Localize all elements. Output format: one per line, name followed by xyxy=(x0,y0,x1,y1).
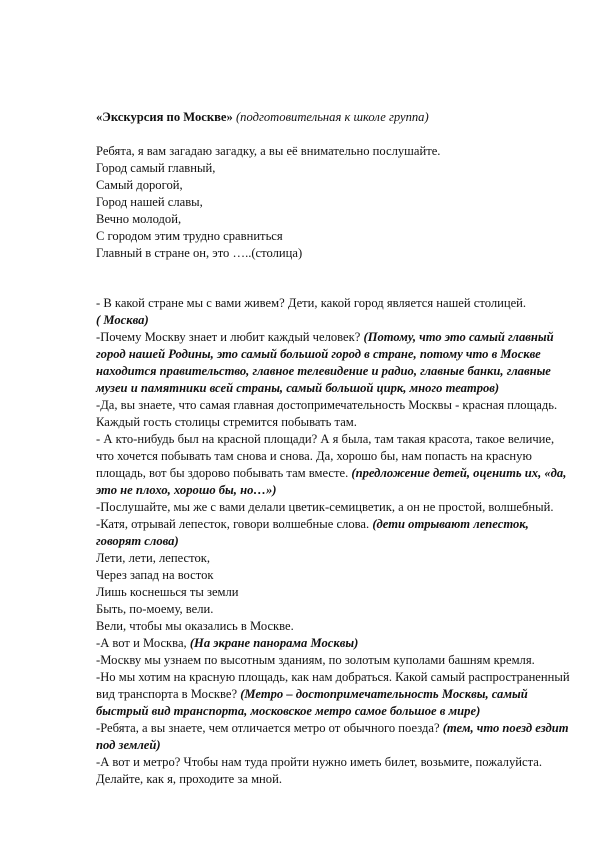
text-line: -А вот и метро? Чтобы нам туда пройти нужно иметь билет, возьмите, пожалуйста. xyxy=(96,755,542,769)
text-line: -Москву мы узнаем по высотным зданиям, по золотым куполами башням кремля. xyxy=(96,653,535,667)
poem-line: Вели, чтобы мы оказались в Москве. xyxy=(96,619,294,633)
riddle-line: Главный в стране он, это …..(столица) xyxy=(96,246,303,260)
text-line: что хочется побывать там снова и снова. Да, хорошо бы, нам попасть на красную xyxy=(96,449,532,463)
text-line: Каждый гость столицы стремится побывать там. xyxy=(96,415,357,429)
answer-line: под землей) xyxy=(96,738,161,752)
riddle-line: Город самый главный, xyxy=(96,161,216,175)
riddle-line: Самый дорогой, xyxy=(96,178,183,192)
question-why-moscow: -Почему Москву знает и любит каждый человек? (Потому, что это самый главный xyxy=(96,330,554,344)
riddle-line: Город нашей славы, xyxy=(96,195,203,209)
text-line: Делайте, как я, проходите за мной. xyxy=(96,772,282,786)
title-group: (подготовительная к школе группа) xyxy=(235,110,429,124)
answer-line: это не плохо, хорошо бы, но…») xyxy=(96,483,277,497)
riddle-line: С городом этим трудно сравниться xyxy=(96,229,283,243)
text-line: -Послушайте, мы же с вами делали цветик-семицветик, а он не простой, волшебный. xyxy=(96,500,554,514)
poem-line: Лети, лети, лепесток, xyxy=(96,551,211,565)
poem-line: Лишь коснешься ты земли xyxy=(96,585,239,599)
text-line: -Ребята, а вы знаете, чем отличается метро от обычного поезда? (тем, что поезд ездит xyxy=(96,721,569,735)
answer-line: быстрый вид транспорта, московское метро самое большое в мире) xyxy=(96,704,481,718)
poem-line: Быть, по-моему, вели. xyxy=(96,602,214,616)
text-line: площадь, вот бы здорово побывать там вместе. (предложение детей, оценить их, «да, xyxy=(96,466,567,480)
answer-line: музеи и памятники всей страны, самый большой цирк, много театров) xyxy=(96,381,500,395)
text-line: -А вот и Москва, (На экране панорама Москвы) xyxy=(96,636,359,650)
title-bold: «Экскурсия по Москве» xyxy=(96,110,233,124)
text-line: -Катя, отрывай лепесток, говори волшебные слова. (дети отрывают лепесток, xyxy=(96,517,529,531)
answer-moscow: ( Москва) xyxy=(96,313,149,327)
poem-line: Через запад на восток xyxy=(96,568,214,582)
text-line: вид транспорта в Москве? (Метро – достопримечательность Москвы, самый xyxy=(96,687,528,701)
text-line: - А кто-нибудь был на красной площади? А я была, там такая красота, такое величие, xyxy=(96,432,555,446)
document-title xyxy=(96,110,429,125)
answer-line: город нашей Родины, это самый большой город в стране, потому что в Москве xyxy=(96,347,541,361)
question-capital: - В какой стране мы с вами живем? Дети, какой город является нашей столицей. xyxy=(96,296,527,310)
riddle-line: Вечно молодой, xyxy=(96,212,182,226)
answer-line: говорят слова) xyxy=(96,534,179,548)
riddle-line: Ребята, я вам загадаю загадку, а вы её внимательно послушайте. xyxy=(96,144,441,158)
text-line: -Но мы хотим на красную площадь, как нам добраться. Какой самый распространенный xyxy=(96,670,570,684)
text-line: -Да, вы знаете, что самая главная достопримечательность Москвы - красная площадь. xyxy=(96,398,558,412)
answer-line: находится правительство, главное телевидение и радио, главные банки, главные xyxy=(96,364,551,378)
